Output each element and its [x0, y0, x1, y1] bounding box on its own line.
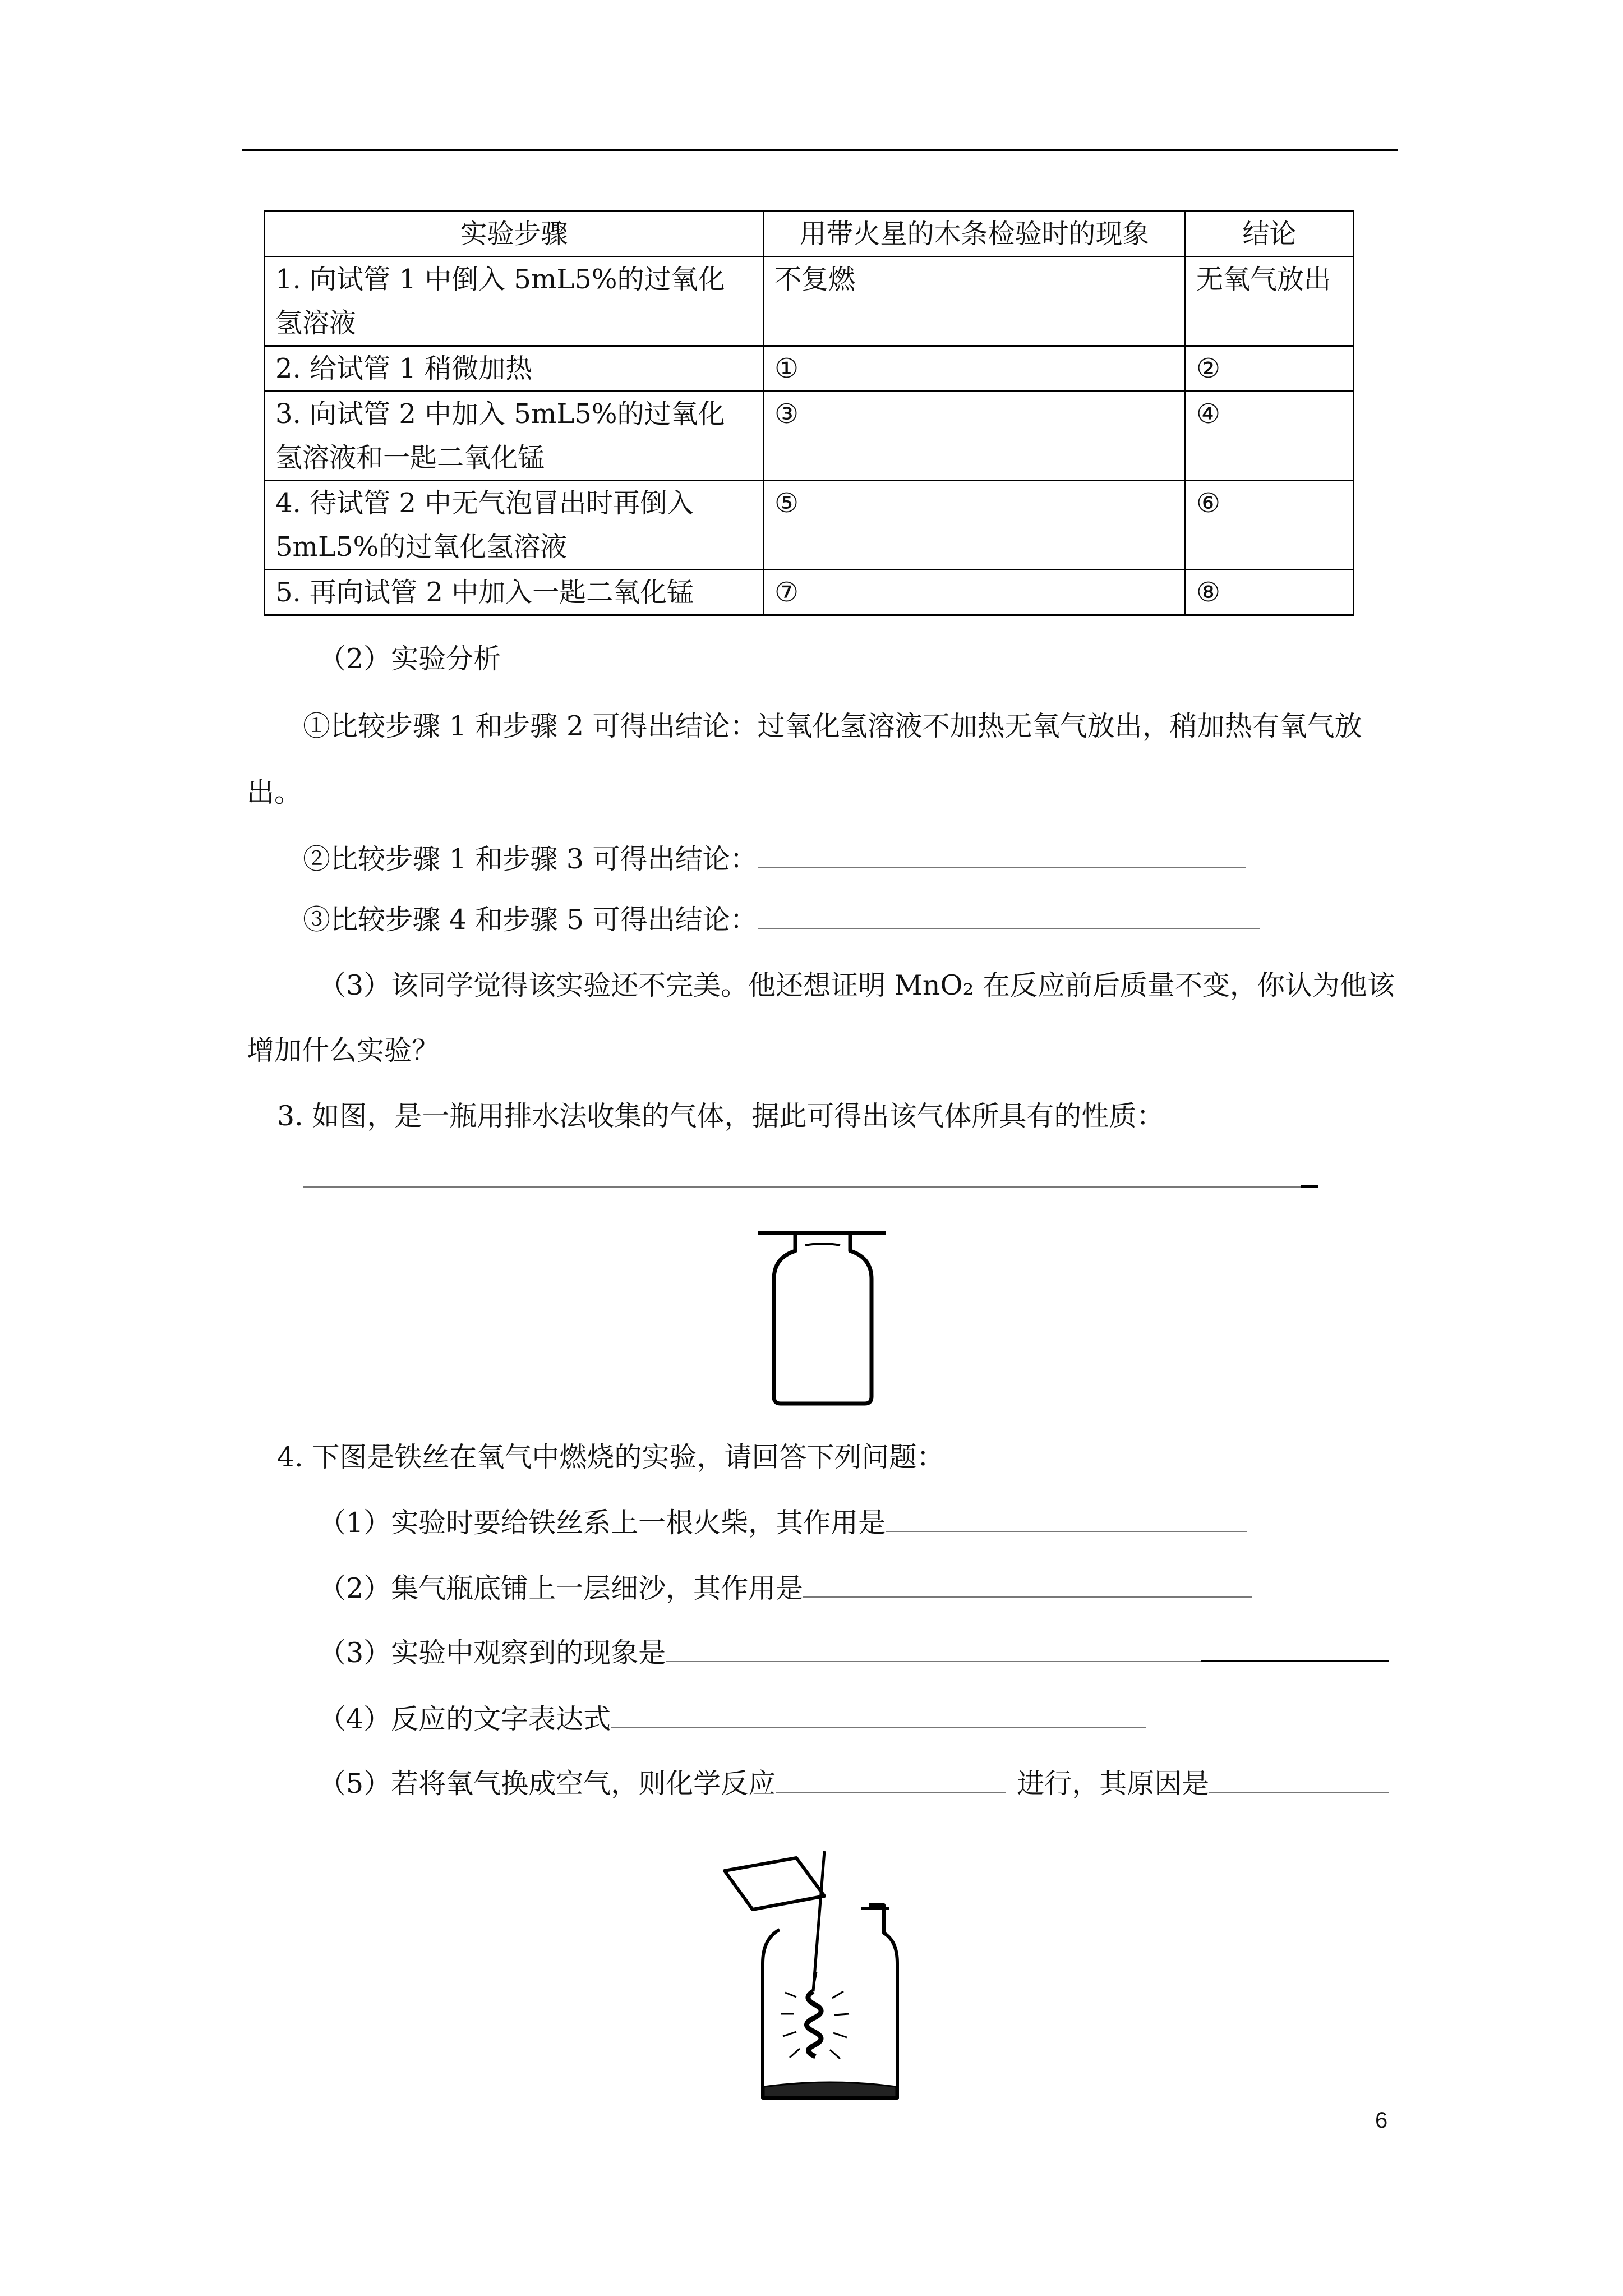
question-4-3	[319, 1634, 1389, 1673]
question-4-4	[319, 1700, 1146, 1739]
phenomenon-cell: ⑦	[764, 570, 1186, 615]
analysis-item-3	[303, 900, 1260, 940]
question-4-1-text: （1）实验时要给铁丝系上一根火柴，其作用是	[319, 1507, 886, 1539]
phenomenon-cell: 不复燃	[764, 257, 1186, 346]
answer-blank[interactable]	[758, 841, 1246, 868]
conclusion-cell: ④	[1186, 392, 1354, 481]
bottle-outline	[774, 1235, 872, 1404]
answer-blank[interactable]	[303, 1186, 1312, 1188]
question-4-5-text-2: 进行，其原因是	[1017, 1768, 1210, 1800]
step-text: 5. 再向试管 2 中加入一匙二氧化锰	[275, 577, 694, 608]
column-header: 实验步骤	[265, 211, 764, 257]
sand-layer	[764, 2082, 896, 2097]
question-4-2	[319, 1569, 1252, 1608]
page-number: 6	[1375, 2108, 1388, 2133]
step-cell	[265, 570, 764, 615]
phenomenon-cell: ⑤	[764, 481, 1186, 570]
question-4-3-text: （3）实验中观察到的现象是	[319, 1637, 666, 1669]
answer-blank[interactable]	[611, 1701, 1146, 1728]
step-text: 氢溶液和一匙二氧化锰	[275, 442, 545, 473]
answer-blank[interactable]	[776, 1766, 1006, 1793]
gas-bottle-figure	[751, 1223, 897, 1414]
header-rule	[242, 149, 1398, 151]
cover-plate	[725, 1858, 824, 1910]
conclusion-cell: 无氧气放出	[1186, 257, 1354, 346]
iron-wire	[813, 1851, 824, 1991]
question-4-2-text: （2）集气瓶底铺上一层细沙，其作用是	[319, 1572, 804, 1604]
phenomenon-cell: ③	[764, 392, 1186, 481]
question-4-5-text-1: （5）若将氧气换成空气，则化学反应	[319, 1768, 776, 1800]
step-text: 氢溶液	[275, 307, 357, 339]
table-row	[265, 346, 1354, 392]
phenomenon-cell: ①	[764, 346, 1186, 392]
conclusion-cell: ⑧	[1186, 570, 1354, 615]
analysis-item-2	[303, 840, 1246, 879]
answer-blank[interactable]	[1201, 1634, 1389, 1662]
analysis-item-1-cont: 出。	[247, 776, 302, 808]
step-text: 3. 向试管 2 中加入 5mL5%的过氧化	[275, 398, 725, 430]
step-text: 5mL5%的过氧化氢溶液	[275, 531, 568, 563]
coiled-iron-wire	[806, 1991, 821, 2056]
bottle-stopper-edge	[805, 1244, 840, 1245]
answer-blank[interactable]	[886, 1505, 1247, 1532]
table-row	[265, 481, 1354, 570]
answer-blank[interactable]	[666, 1635, 1201, 1662]
analysis-item-2-text: ②比较步骤 1 和步骤 3 可得出结论：	[303, 843, 758, 875]
experiment-table	[264, 210, 1354, 616]
answer-blank[interactable]	[1209, 1766, 1389, 1793]
analysis-item-3-text: ③比较步骤 4 和步骤 5 可得出结论：	[303, 904, 758, 936]
conclusion-cell: ②	[1186, 346, 1354, 392]
question-4-4-text: （4）反应的文字表达式	[319, 1703, 611, 1735]
table-row	[265, 392, 1354, 481]
table-row	[265, 570, 1354, 615]
step-text: 4. 待试管 2 中无气泡冒出时再倒入	[275, 487, 694, 519]
question-3-sub: （3）该同学觉得该实验还不完美。他还想证明 MnO₂ 在反应前后质量不变，你认为他该	[319, 969, 1395, 1001]
iron-wire-combustion-figure	[718, 1851, 931, 2109]
question-3-sub-cont: 增加什么实验？	[247, 1034, 440, 1066]
question-4-5	[319, 1764, 1389, 1803]
question-3-text: 3. 如图，是一瓶用排水法收集的气体，据此可得出该气体所具有的性质：	[277, 1100, 1164, 1132]
answer-blank[interactable]	[803, 1571, 1252, 1598]
step-cell	[265, 481, 764, 570]
table-header-row	[265, 211, 1354, 257]
table-row	[265, 257, 1354, 346]
step-text: 1. 向试管 1 中倒入 5mL5%的过氧化	[275, 264, 725, 295]
step-cell	[265, 346, 764, 392]
step-cell	[265, 392, 764, 481]
step-cell	[265, 257, 764, 346]
answer-blank-end	[1301, 1185, 1318, 1188]
question-4-intro: 4. 下图是铁丝在氧气中燃烧的实验，请回答下列问题：	[277, 1441, 944, 1473]
column-header: 用带火星的木条检验时的现象	[764, 211, 1186, 257]
gas-jar-outline	[763, 1905, 897, 2098]
analysis-heading: （2）实验分析	[319, 643, 501, 675]
analysis-item-1: ①比较步骤 1 和步骤 2 可得出结论：过氧化氢溶液不加热无氧气放出，稍加热有氧气放	[303, 710, 1362, 742]
question-4-1	[319, 1503, 1247, 1543]
step-text: 2. 给试管 1 稍微加热	[275, 353, 533, 384]
answer-blank[interactable]	[758, 902, 1260, 929]
conclusion-cell: ⑥	[1186, 481, 1354, 570]
column-header: 结论	[1186, 211, 1354, 257]
